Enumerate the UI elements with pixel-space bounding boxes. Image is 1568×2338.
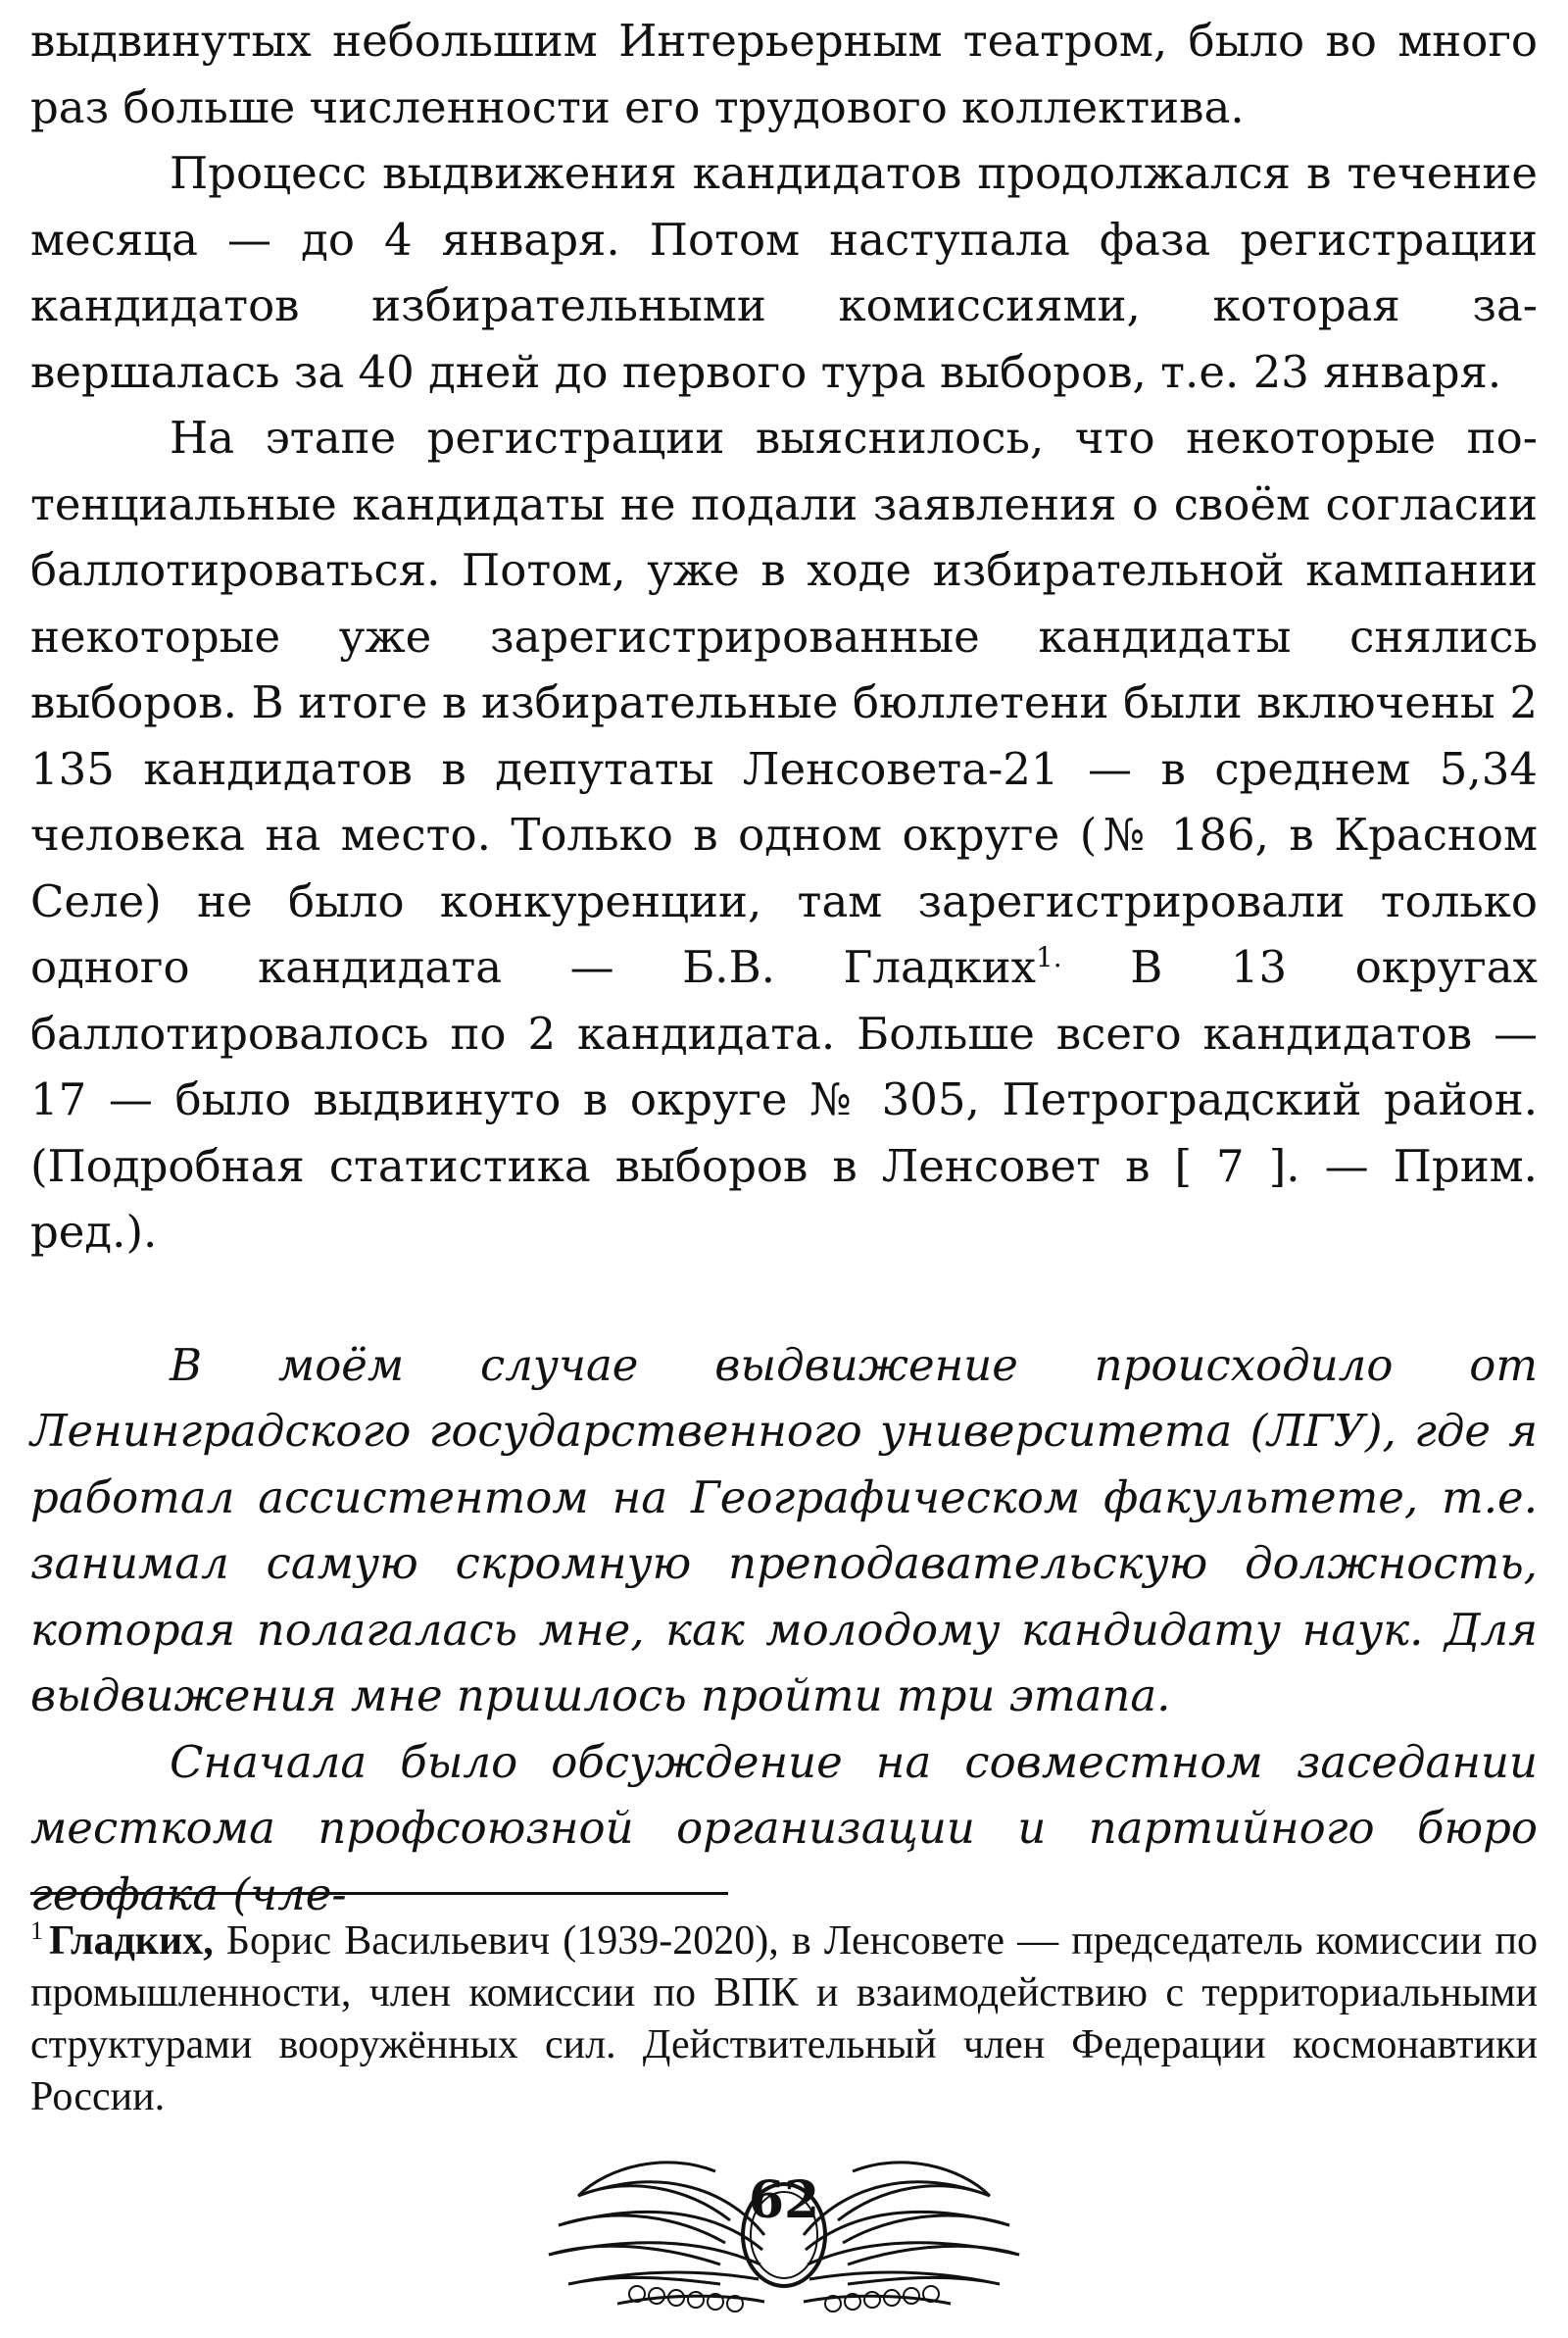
footnote-mark: 1 — [30, 1916, 44, 1945]
body-text — [30, 8, 1538, 1927]
paragraph-registration-tail: В 13 округах баллотировалось по 2 кандидата. Больше всего кандидатов — 17 — было выдвинуто в округе № 305, Петроградский район. (Подробная статистика выборов в Ленсовет в [ 7 ]. — Прим. ред.). — [30, 941, 1538, 1258]
paragraph-registration — [30, 405, 1538, 1266]
footnote-name: Гладких, — [49, 1918, 214, 1964]
page-number: 62 — [748, 2170, 820, 2230]
paragraph-first-stage: Сначала было обсуждение на совместном заседании месткома профсоюзной организации и партийного бюро геофака (чле- — [30, 1735, 1538, 1920]
footnote-divider — [30, 1892, 728, 1895]
paragraph-continuation: выдвинутых небольшим Интерьерным театром, было во много раз больше численности его трудового коллектива. — [30, 15, 1538, 133]
paragraph-nomination-process: Процесс выдвижения кандидатов продолжался в течение месяца — до 4 января. Потом наступала фаза регистрации кандидатов избирательными комиссиями, которая завершалась за 40 дней до первого тура выборов, т.е. 23 января. — [30, 147, 1538, 398]
footnote — [30, 1915, 1538, 2123]
footnote-text: Борис Васильевич (1939-2020), в Ленсовете — председатель комиссии по промышленности, член комиссии по ВПК и взаимодействию с территориальными структурами вооружённых сил. Действительный член Федерации космонавтики России. — [30, 1918, 1539, 2119]
paragraph-registration-text: На этапе регистрации выяснилось, что некоторые потенциальные кандидаты не подали заявления о своём согласии баллотироваться. Потом, уже в ходе избирательной кампании некоторые уже зарегистрированные кандидаты снялись выборов. В итоге в избирательные бюллетени были включены 2 135 кандидатов в депутаты Ленсовета-21 — в среднем 5,34 человека на место. Только в одном округе (№ 186, в Красном Селе) не было конкуренции, там зарегистрировали только одного кандидата — Б.В. Гладких — [30, 412, 1538, 993]
paragraph-author-nomination: В моём случае выдвижение происходило от Ленинградского государственного университета (ЛГУ), где я работал ассистентом на Географическом факультете, т.е. занимал самую скромную преподавательскую должность, которая полагалась мне, как молодому кандидату наук. Для выдвижения мне пришлось пройти три этапа. — [30, 1338, 1538, 1721]
footnote-reference[interactable]: 1. — [1035, 941, 1062, 973]
